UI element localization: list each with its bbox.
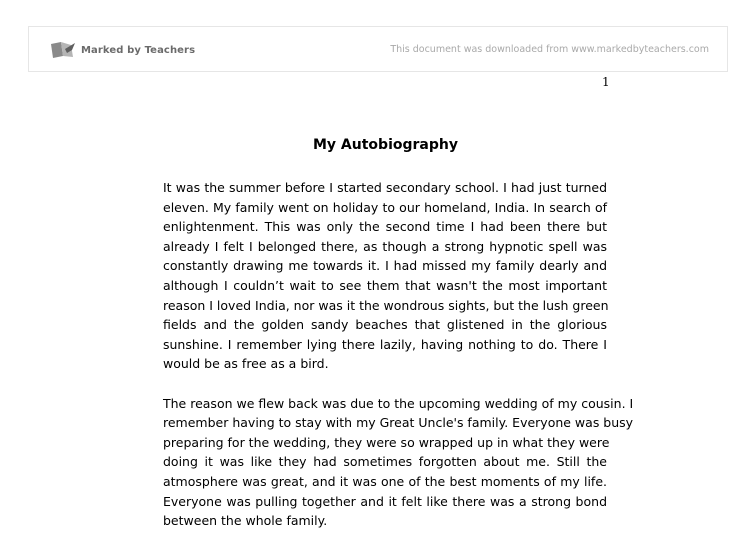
text-line: remember having to stay with my Great Uncle's family. Everyone was busy bbox=[163, 415, 634, 431]
document-title: My Autobiography bbox=[313, 137, 458, 153]
text-line: although I couldn’t wait to see them that wasn't the most important bbox=[163, 277, 607, 293]
text-line: It was the summer before I started secondary school. I had just turned bbox=[163, 180, 607, 195]
text-line: The reason we flew back was due to the upcoming wedding of my cousin. I bbox=[163, 395, 634, 411]
text-line: between the whole family. bbox=[163, 513, 328, 529]
text-line: eleven. My family went on holiday to our homeland, India. In search of bbox=[163, 199, 607, 215]
logo-text: Marked by Teachers bbox=[81, 44, 196, 56]
text-line: reason I loved India, nor was it the wondrous sights, but the lush green bbox=[163, 297, 609, 313]
text-line: would be as free as a bird. bbox=[163, 356, 329, 372]
download-banner bbox=[28, 26, 728, 72]
text-line: sunshine. I remember lying there lazily, having nothing to do. There I bbox=[163, 336, 607, 352]
paragraph-2 bbox=[163, 394, 634, 531]
text-line: constantly drawing me towards it. I had missed my family dearly and bbox=[163, 258, 607, 274]
text-line: preparing for the wedding, they were so wrapped up in what they were bbox=[163, 434, 610, 450]
download-note: This document was downloaded from www.markedbyteachers.com bbox=[390, 44, 709, 55]
text-line: fields and the golden sandy beaches that glistened in the glorious bbox=[163, 317, 607, 333]
text-line: doing it was like they had sometimes forgotten about me. Still the bbox=[163, 454, 607, 470]
page-number: 1 bbox=[602, 75, 610, 89]
document-body bbox=[163, 178, 634, 550]
text-line: already I felt I belonged there, as though a strong hypnotic spell was bbox=[163, 238, 607, 254]
text-line: enlightenment. This was only the second time I had been there but bbox=[163, 219, 607, 235]
paragraph-1 bbox=[163, 178, 607, 374]
book-icon bbox=[49, 40, 77, 60]
marked-by-teachers-logo[interactable] bbox=[49, 40, 195, 60]
text-line: Everyone was pulling together and it felt like there was a strong bond bbox=[163, 493, 607, 509]
text-line: atmosphere was great, and it was one of the best moments of my life. bbox=[163, 473, 607, 489]
